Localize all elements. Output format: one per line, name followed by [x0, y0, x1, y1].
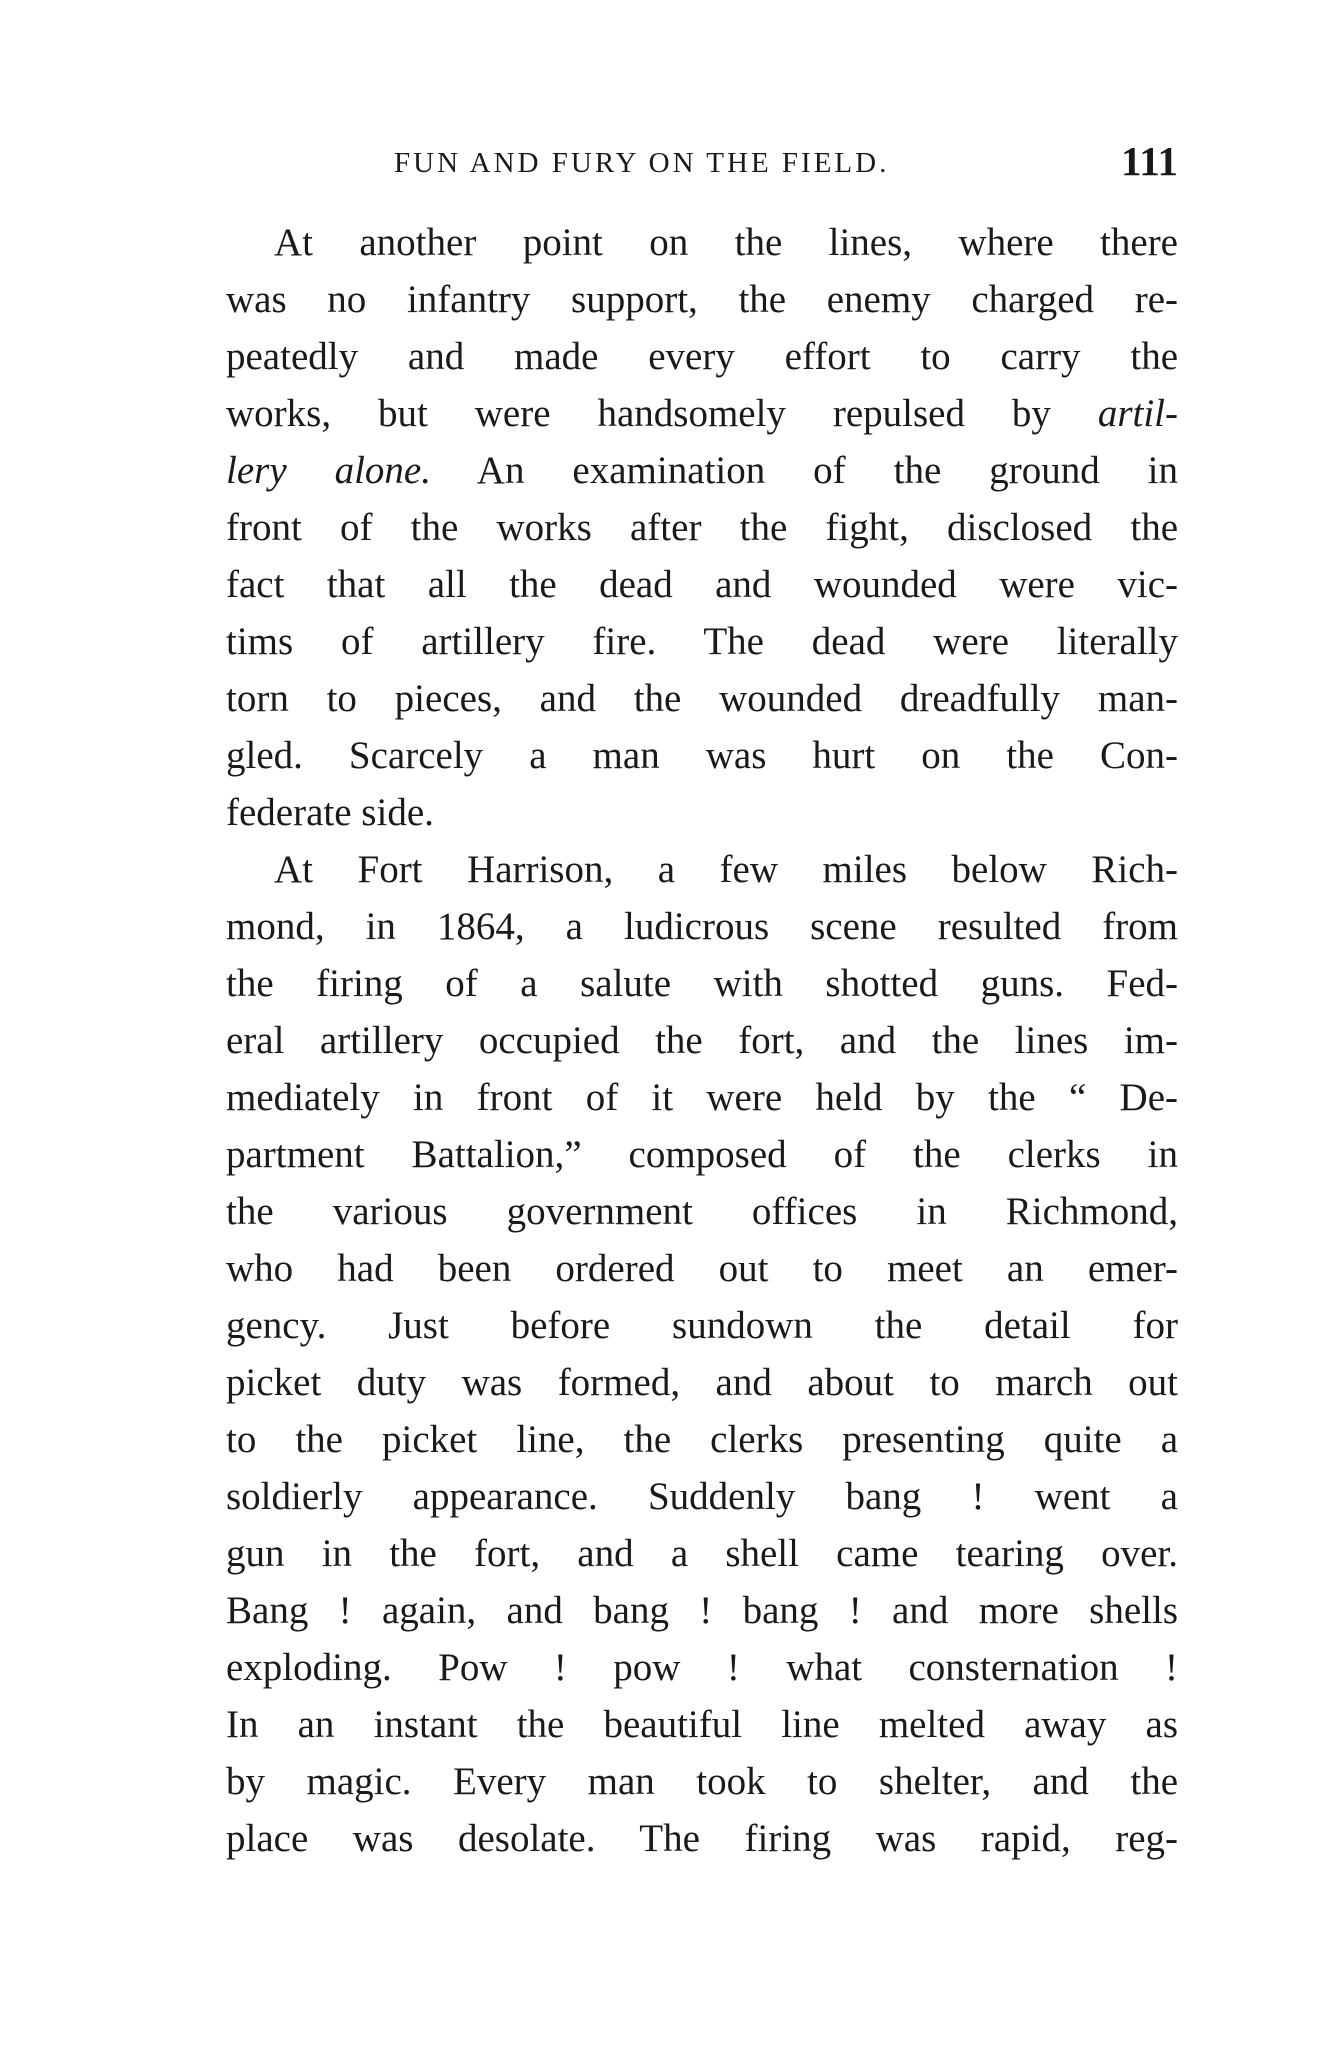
text-line: Bang ! again, and bang ! bang ! and more shells [226, 1589, 1178, 1632]
text-line: lery alone. An examination of the ground in [226, 449, 1178, 492]
text-line: mond, in 1864, a ludicrous scene resulted from [226, 905, 1178, 948]
text-line: tims of artillery fire. The dead were literally [226, 620, 1178, 663]
text-line: to the picket line, the clerks presenting quite a [226, 1418, 1178, 1461]
text-line: the firing of a salute with shotted guns. Fed- [226, 962, 1178, 1005]
text-line: At Fort Harrison, a few miles below Rich- [274, 848, 1178, 891]
text-line: exploding. Pow ! pow ! what consternation ! [226, 1646, 1178, 1689]
text-line: torn to pieces, and the wounded dreadfully man- [226, 677, 1178, 720]
text-line: place was desolate. The firing was rapid, reg- [226, 1817, 1178, 1860]
text-line: partment Battalion,” composed of the clerks in [226, 1133, 1178, 1176]
text-line: mediately in front of it were held by the “ De- [226, 1076, 1178, 1119]
running-head: FUN AND FURY ON THE FIELD. [394, 147, 890, 179]
page-header [226, 137, 1178, 187]
text-line: the various government offices in Richmond, [226, 1190, 1178, 1233]
text-line: gled. Scarcely a man was hurt on the Con- [226, 734, 1178, 777]
text-line: gun in the fort, and a shell came tearing over. [226, 1532, 1178, 1575]
text-line: picket duty was formed, and about to march out [226, 1361, 1178, 1404]
text-line: by magic. Every man took to shelter, and the [226, 1760, 1178, 1803]
text-line: who had been ordered out to meet an emer- [226, 1247, 1178, 1290]
text-line: works, but were handsomely repulsed by artil- [226, 392, 1178, 435]
body-text [226, 214, 1178, 1867]
text-line: At another point on the lines, where there [274, 221, 1178, 264]
text-line: eral artillery occupied the fort, and the lines im- [226, 1019, 1178, 1062]
text-line: was no infantry support, the enemy charged re- [226, 278, 1178, 321]
text-line: In an instant the beautiful line melted away as [226, 1703, 1178, 1746]
text-line: front of the works after the fight, disclosed the [226, 506, 1178, 549]
text-line: soldierly appearance. Suddenly bang ! went a [226, 1475, 1178, 1518]
text-line: federate side. [226, 791, 434, 834]
page-number: 111 [1121, 138, 1178, 184]
text-line: fact that all the dead and wounded were vic- [226, 563, 1178, 606]
text-line: gency. Just before sundown the detail for [226, 1304, 1178, 1347]
text-line: peatedly and made every effort to carry the [226, 335, 1178, 378]
